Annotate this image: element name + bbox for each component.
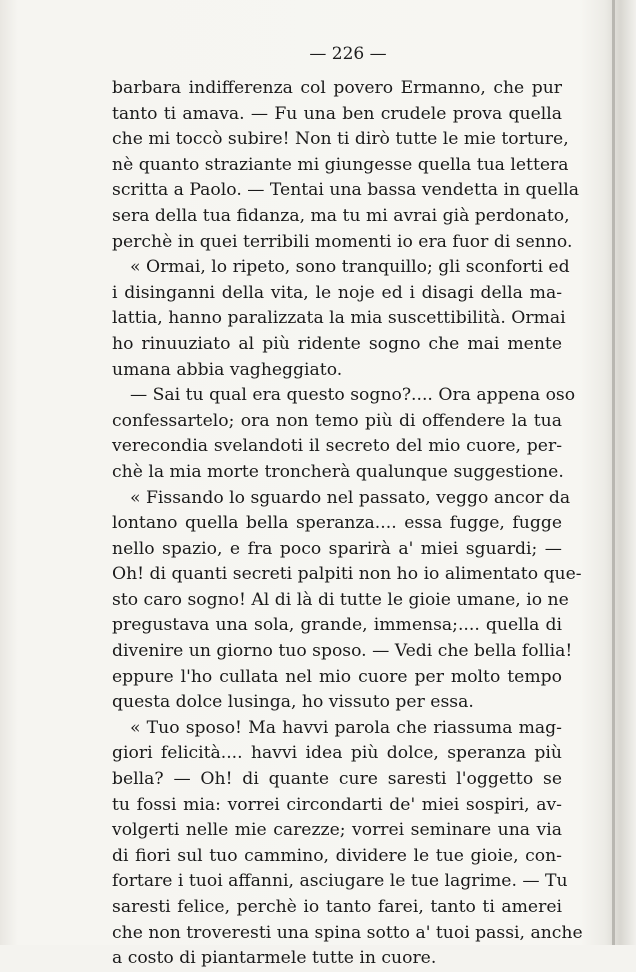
text-line: sera della tua fidanza, ma tu mi avrai già perdonato, <box>112 205 570 226</box>
text-line: perchè in quei terribili momenti io era fuor di senno. <box>112 231 573 252</box>
text-line: verecondia svelandoti il secreto del mio cuore, per- <box>112 436 562 457</box>
text-line: che mi toccò subire! Non ti dirò tutte le mie torture, <box>112 129 569 150</box>
page-number: — 226 — <box>309 44 387 64</box>
page-gutter <box>612 0 615 945</box>
text-line: giori felicità.... havvi idea più dolce, speranza più <box>112 743 562 764</box>
text-line: tanto ti amava. — Fu una ben crudele prova quella <box>112 103 562 124</box>
text-line: — Sai tu qual era questo sogno?.... Ora appena oso <box>130 385 576 406</box>
text-line: nello spazio, e fra poco sparirà a' miei sguardi; — <box>112 538 562 559</box>
text-line: umana abbia vagheggiato. <box>112 359 343 380</box>
text-line: Oh! di quanti secreti palpiti non ho io alimentato que- <box>112 564 582 585</box>
text-line: nè quanto straziante mi giungesse quella tua lettera <box>112 154 569 175</box>
text-line: barbara indifferenza col povero Ermanno, che pur <box>112 78 562 98</box>
text-line: « Fissando lo sguardo nel passato, veggo ancor da <box>130 487 571 508</box>
text-line: « Ormai, lo ripeto, sono tranquillo; gli sconforti ed <box>130 257 570 278</box>
text-line: volgerti nelle mie carezze; vorrei seminare una via <box>112 820 562 841</box>
text-line: lattia, hanno paralizzata la mia suscettibilità. Ormai <box>112 308 566 329</box>
text-line: che non troveresti una spina sotto a' tuoi passi, anche <box>112 922 583 943</box>
text-line: pregustava una sola, grande, immensa;.... quella di <box>112 615 562 636</box>
text-line: fortare i tuoi affanni, asciugare le tue lagrime. — Tu <box>112 871 568 892</box>
text-line: a costo di piantarmele tutte in cuore. <box>112 948 437 969</box>
text-line: sto caro sogno! Al di là di tutte le gioie umane, io ne <box>112 589 569 610</box>
text-line: di fiori sul tuo cammino, dividere le tue gioie, con- <box>112 845 562 866</box>
text-line: questa dolce lusinga, ho vissuto per essa. <box>112 692 474 713</box>
text-line: ho rinuuziato al più ridente sogno che mai mente <box>112 333 562 354</box>
text-line: tu fossi mia: vorrei circondarti de' miei sospiri, av- <box>112 794 562 815</box>
text-line: confessartelo; ora non temo più di offendere la tua <box>112 410 562 431</box>
text-line: saresti felice, perchè io tanto farei, tanto ti amerei <box>112 897 562 917</box>
text-line: « Tuo sposo! Ma havvi parola che riassuma mag- <box>130 717 562 738</box>
text-line: chè la mia morte troncherà qualunque suggestione. <box>112 461 564 482</box>
body-text <box>112 76 583 972</box>
text-line: bella? — Oh! di quante cure saresti l'oggetto se <box>112 769 562 790</box>
text-line: eppure l'ho cullata nel mio cuore per molto tempo <box>112 666 562 687</box>
text-line: i disinganni della vita, le noje ed i disagi della ma- <box>112 282 562 303</box>
text-line: lontano quella bella speranza.... essa fugge, fugge <box>112 513 562 534</box>
text-line: divenire un giorno tuo sposo. — Vedi che bella follia! <box>112 641 573 662</box>
text-line: scritta a Paolo. — Tentai una bassa vendetta in quella <box>112 180 579 201</box>
